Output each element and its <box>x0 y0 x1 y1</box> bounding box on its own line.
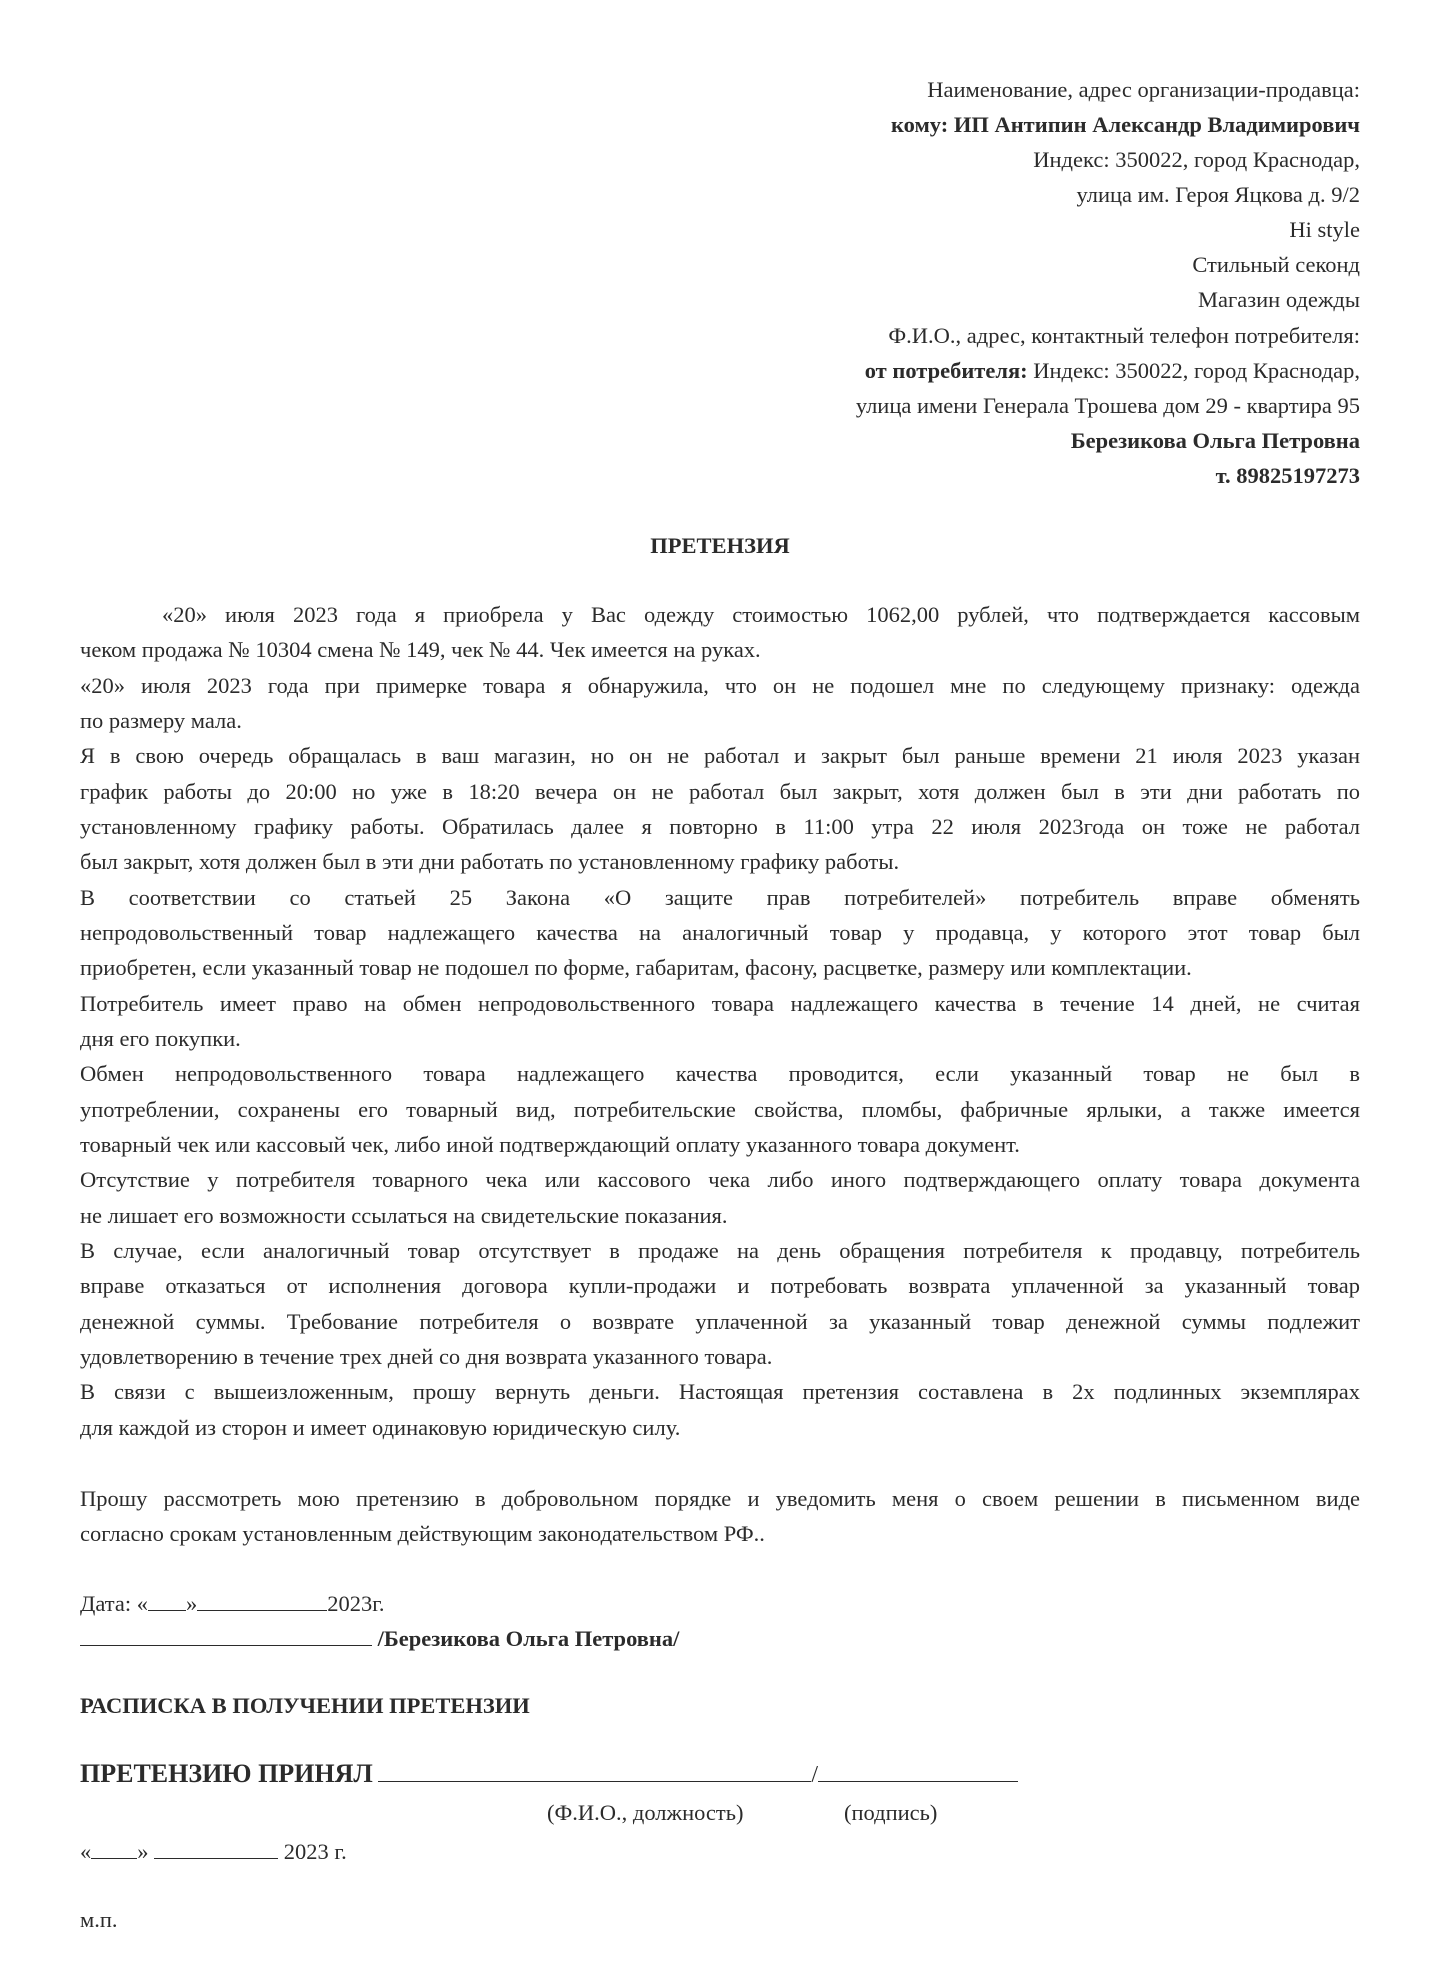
body-line: по размеру мала. <box>80 708 242 733</box>
body-line: употреблении, сохранены его товарный вид, потребительские свойства, пломбы, фабричные ярлыки, а также имеется <box>80 1097 1360 1122</box>
body-line: установленному графику работы. Обратилась далее я повторно в 11:00 утра 22 июля 2023года он тоже не работал <box>80 814 1360 839</box>
date-line <box>80 1586 385 1621</box>
signature-blank[interactable] <box>80 1621 372 1646</box>
shop-name: Hi style <box>1289 217 1360 242</box>
body-line: товарный чек или кассовый чек, либо иной подтверждающий оплату указанного товара документ. <box>80 1132 1020 1157</box>
receipt-day-blank[interactable] <box>91 1834 137 1859</box>
body-line: денежной суммы. Требование потребителя о возврате уплаченной за указанный товар денежной суммы подлежит <box>80 1309 1360 1334</box>
body-line: не лишает его возможности ссылаться на свидетельские показания. <box>80 1203 728 1228</box>
date-label: Дата: « <box>80 1591 148 1616</box>
seller-owner: ИП Антипин Александр Владимирович <box>948 112 1360 137</box>
receipt-date-close: » <box>137 1839 149 1864</box>
seller-address-1: Индекс: 350022, город Краснодар, <box>1033 147 1360 172</box>
body-line: график работы до 20:00 но уже в 18:20 вечера он не работал был закрыт, хотя должен был в эти дни работать по <box>80 779 1360 804</box>
signer-name: /Березикова Ольга Петровна/ <box>372 1626 680 1651</box>
document-title: ПРЕТЕНЗИЯ <box>650 533 790 558</box>
body-line: Потребитель имеет право на обмен непродовольственного товара надлежащего качества в течение 14 дней, не считая <box>80 991 1360 1016</box>
request-line: согласно срокам установленным действующим законодательством РФ.. <box>80 1521 765 1546</box>
body-line: «20» июля 2023 года я приобрела у Вас одежду стоимостью 1062,00 рублей, что подтверждается кассовым <box>162 602 1360 627</box>
shop-desc-2: Магазин одежды <box>1198 287 1360 312</box>
body-line: для каждой из сторон и имеет одинаковую юридическую силу. <box>80 1415 681 1440</box>
body-line: чеком продажа № 10304 смена № 149, чек № 44. Чек имеется на руках. <box>80 637 761 662</box>
consumer-address-1 <box>865 353 1360 388</box>
consumer-phone: т. 89825197273 <box>1215 463 1360 488</box>
consumer-address-2: улица имени Генерала Трошева дом 29 - квартира 95 <box>855 393 1360 418</box>
body-line: В соответствии со статьей 25 Закона «О защите прав потребителей» потребитель вправе обменять <box>80 885 1360 910</box>
seller-address-2: улица им. Героя Яцкова д. 9/2 <box>1076 182 1360 207</box>
from-prefix: от потребителя: <box>864 358 1028 383</box>
receipt-date-year: 2023 г. <box>283 1839 347 1864</box>
receipt-date-line <box>80 1834 347 1869</box>
request-line: Прошу рассмотреть мою претензию в добровольном порядке и уведомить меня о своем решении в письменном виде <box>80 1486 1360 1511</box>
body-line: В случае, если аналогичный товар отсутствует в продаже на день обращения потребителя к продавцу, потребитель <box>80 1238 1360 1263</box>
body-line: Отсутствие у потребителя товарного чека или кассового чека либо иного подтверждающего оплату товара документа <box>80 1167 1360 1192</box>
shop-desc-1: Стильный секонд <box>1192 252 1360 277</box>
body-line: непродовольственный товар надлежащего качества на аналогичный товар у продавца, у которого этот товар был <box>80 920 1360 945</box>
to-prefix: кому: <box>890 112 949 137</box>
consumer-name: Березикова Ольга Петровна <box>1070 428 1360 453</box>
date-quote-close: » <box>185 1591 198 1616</box>
accepted-line <box>80 1755 1018 1794</box>
body-line: вправе отказаться от исполнения договора купли-продажи и потребовать возврата уплаченной за указанный товар <box>80 1273 1360 1298</box>
body-line: дня его покупки. <box>80 1026 241 1051</box>
consumer-address-text: Индекс: 350022, город Краснодар, <box>1027 358 1360 383</box>
body-line: приобретен, если указанный товар не подошел по форме, габаритам, фасону, расцветке, размеру или комплектации. <box>80 955 1192 980</box>
fio-caption: (Ф.И.О., должность) <box>547 1800 744 1825</box>
date-year: 2023г. <box>327 1591 385 1616</box>
seller-name <box>891 107 1360 142</box>
month-blank[interactable] <box>197 1586 327 1611</box>
signer-line <box>80 1621 679 1656</box>
receipt-heading: РАСПИСКА В ПОЛУЧЕНИИ ПРЕТЕНЗИИ <box>80 1693 530 1718</box>
body-line: Обмен непродовольственного товара надлежащего качества проводится, если указанный товар не был в <box>80 1061 1360 1086</box>
body-line: В связи с вышеизложенным, прошу вернуть деньги. Настоящая претензия составлена в 2х подлинных экземплярах <box>80 1379 1360 1404</box>
body-line: удовлетворению в течение трех дней со дня возврата указанного товара. <box>80 1344 773 1369</box>
signature-caption: (подпись) <box>844 1800 938 1825</box>
seller-label: Наименование, адрес организации-продавца: <box>927 77 1360 102</box>
receipt-date-open: « <box>80 1839 92 1864</box>
day-blank[interactable] <box>148 1586 186 1611</box>
body-line: «20» июля 2023 года при примерке товара я обнаружила, что он не подошел мне по следующему признаку: одежда <box>80 673 1360 698</box>
separator: / <box>811 1762 819 1788</box>
stamp-place: м.п. <box>80 1907 118 1932</box>
body-line: был закрыт, хотя должен был в эти дни работать по установленному графику работы. <box>80 849 900 874</box>
accepted-label: ПРЕТЕНЗИЮ ПРИНЯЛ <box>80 1759 373 1788</box>
fio-position-blank[interactable] <box>378 1755 811 1782</box>
signature-blank-receiver[interactable] <box>818 1755 1018 1782</box>
consumer-label: Ф.И.О., адрес, контактный телефон потребителя: <box>888 323 1360 348</box>
body-line: Я в свою очередь обращалась в ваш магазин, но он не работал и закрыт был раньше времени 21 июля 2023 указан <box>80 743 1360 768</box>
receipt-month-blank[interactable] <box>154 1834 278 1859</box>
